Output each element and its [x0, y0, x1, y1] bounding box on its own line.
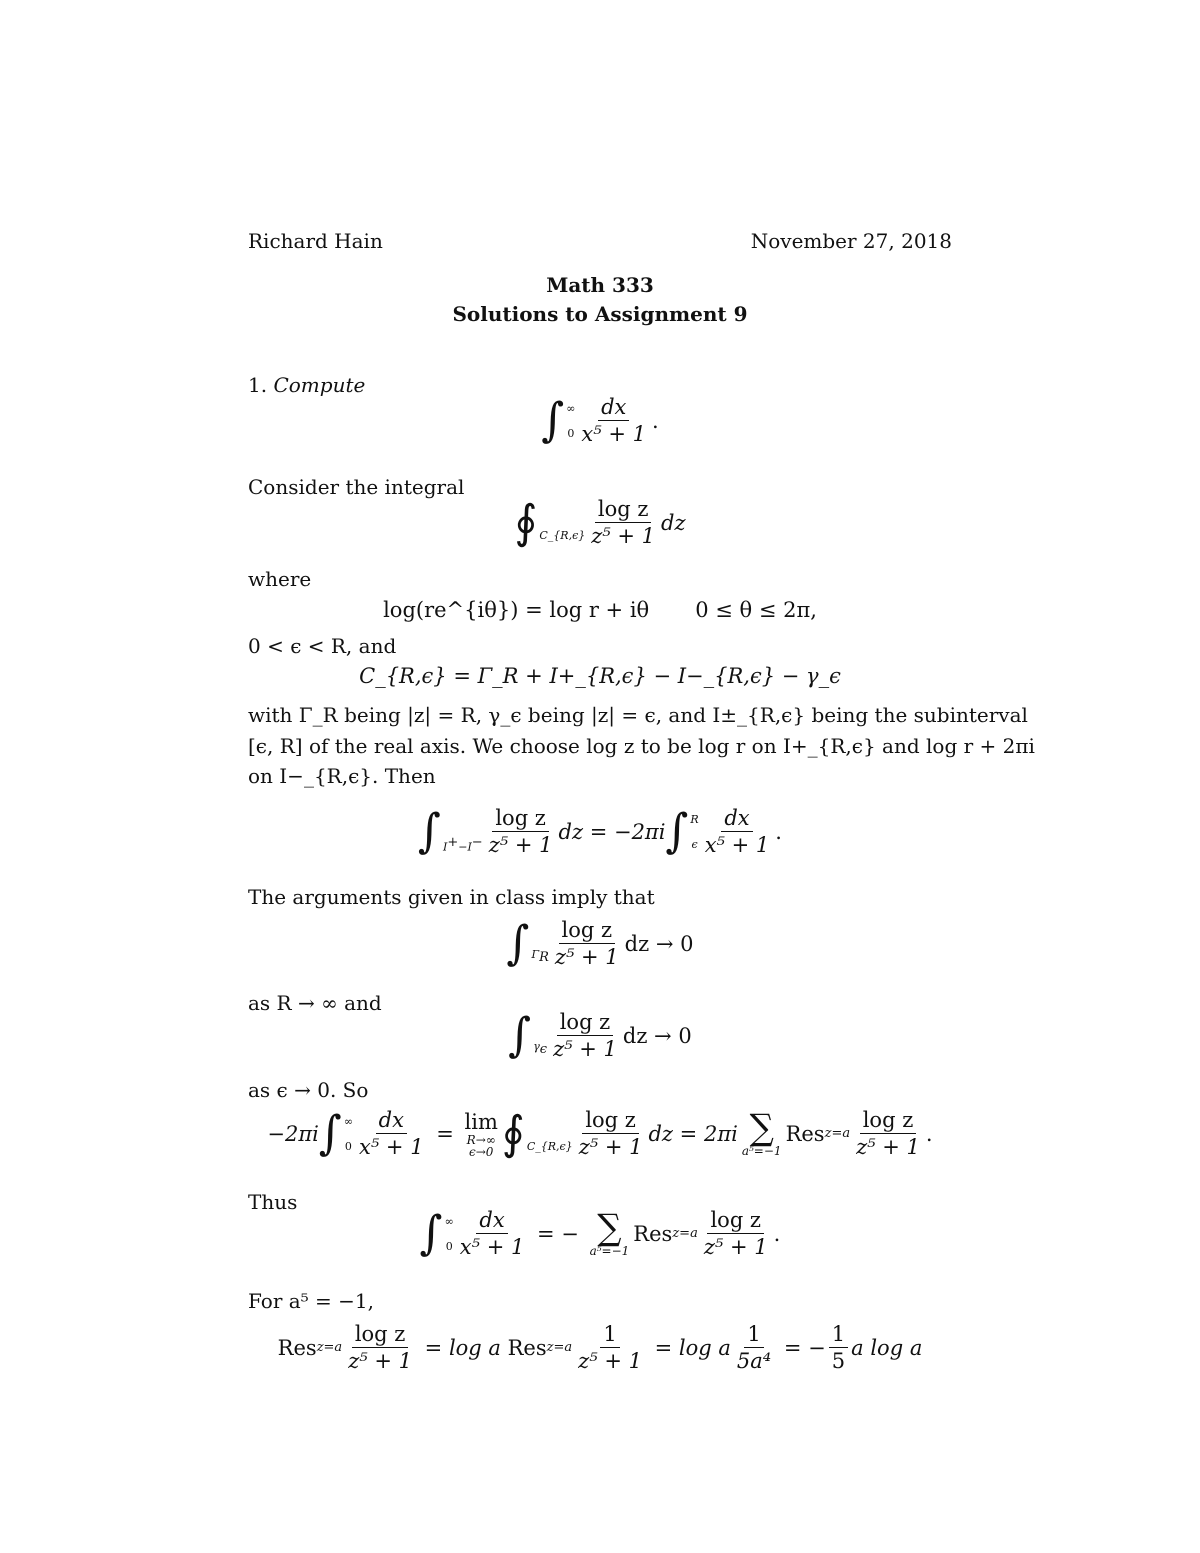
author-name: Richard Hain — [248, 229, 383, 253]
limit-arrow: dz → 0 — [624, 931, 694, 956]
denominator: x⁵ + 1 — [581, 422, 646, 446]
limit-arrow: dz → 0 — [622, 1023, 692, 1048]
denominator: z⁵ + 1 — [554, 945, 619, 969]
as-R-text: as R → ∞ and — [248, 991, 382, 1015]
equation-residue-value: Res z=a $\frac{\text{log z}}{\text{z⁵ + 1}}$ = log a Res z=a $\frac{1}{\text{z⁵ + 1}}$ = log a $\frac{1}{\text{5a⁴}}$ = − $\frac{1}{5}$ a log a — [277, 1322, 923, 1373]
problem-prompt: Compute — [273, 373, 366, 397]
document-date: November 27, 2018 — [750, 229, 952, 253]
denominator: z⁵ + 1 — [553, 1037, 617, 1061]
equation-result: ∫ ∞ 0 $\frac{dx}{\text{x⁵ + 1}}$ = − ∑ a⁵=−1 Res z=a $\frac{\text{log z}}{\text{z⁵ + 1}}$ . — [419, 1206, 781, 1260]
equation-contour-integral — [248, 497, 952, 548]
integral-sign: ∫ — [541, 393, 565, 447]
fraction — [578, 395, 649, 446]
equation-log-def — [248, 598, 952, 622]
problem-number: 1. — [248, 373, 268, 397]
numerator: log z — [595, 497, 652, 523]
denominator: z⁵ + 1 — [488, 833, 553, 857]
numerator: dx — [598, 395, 629, 421]
numerator: log z — [492, 806, 549, 832]
lower-limit: 0 — [567, 426, 575, 440]
equation-compute: ∫ ∞ 0 $\frac{dx}{\text{x⁵ + 1}}$ . — [541, 393, 659, 447]
problem-statement — [248, 373, 365, 397]
as-eps-text: as ϵ → 0. So — [248, 1078, 369, 1102]
equation-gamma-eps-limit: ∫ $\gamma_\epsilon$ $\frac{\text{log z}}{\text{z⁵ + 1}}$ dz → 0 — [508, 1008, 692, 1062]
arguments-text: The arguments given in class imply that — [248, 885, 655, 909]
paragraph-line-3: on I−_{R,ϵ}. Then — [248, 764, 436, 788]
upper-limit: ∞ — [566, 401, 576, 415]
equation-gamma-R-limit: ∫ $\Gamma_R$ $\frac{\text{log z}}{\text{z⁵ + 1}}$ dz → 0 — [506, 916, 694, 970]
epsilon-condition: 0 < ϵ < R, and — [248, 634, 397, 658]
differential: dz — [558, 819, 584, 844]
numerator: log z — [559, 918, 616, 944]
paragraph-line-2: [ϵ, R] of the real axis. We choose log z to be log r on I+_{R,ϵ} and log r + 2πi — [248, 734, 1035, 758]
equation-contour-def: C_{R,ϵ} = Γ_R + I+_{R,ϵ} − I−_{R,ϵ} − γ_ϵ — [359, 664, 841, 688]
course-title: Math 333 — [546, 273, 654, 297]
equation-interval-difference: ∫ I+−I− $\frac{\text{log z}}{\text{z⁵ + 1}}$ dz = −2πi ∫ R ϵ $\frac{dx}{\text{x⁵ + 1}}$ . — [418, 804, 782, 858]
differential: dz — [661, 510, 686, 535]
lim-operator: lim — [464, 1109, 498, 1134]
coefficient: −2πi — [613, 819, 666, 844]
thus-text: Thus — [248, 1190, 298, 1214]
assignment-title: Solutions to Assignment 9 — [452, 302, 748, 326]
numerator: log z — [557, 1010, 614, 1036]
denominator: z⁵ + 1 — [591, 524, 656, 548]
log-definition: log(re^{iθ}) = log r + iθ — [383, 598, 650, 622]
contour-label: C_{R,ϵ} — [539, 529, 586, 542]
for-a-text: For a⁵ = −1, — [248, 1289, 374, 1313]
theta-range: 0 ≤ θ ≤ 2π, — [695, 598, 817, 622]
paragraph-line-1: with Γ_R being |z| = R, γ_ϵ being |z| = ϵ, and I±_{R,ϵ} being the subinterval — [248, 703, 1028, 727]
contour-integral-sign: ∮ — [514, 495, 538, 549]
where-text: where — [248, 567, 312, 591]
numerator: dx — [721, 806, 752, 832]
consider-text: Consider the integral — [248, 475, 465, 499]
equation-residue-sum: −2πi ∫ ∞ 0 $\frac{dx}{\text{x⁵ + 1}}$ = lim R→∞ ϵ→0 ∮ C_{R,ϵ} $\frac{\text{log z}}{\text{z⁵ + 1}}$ dz = 2πi ∑ a⁵=−1 Res z=a $\frac{\text{log z}}{\text{z⁵ + 1}}$ . — [267, 1106, 933, 1160]
denominator: x⁵ + 1 — [704, 833, 770, 857]
